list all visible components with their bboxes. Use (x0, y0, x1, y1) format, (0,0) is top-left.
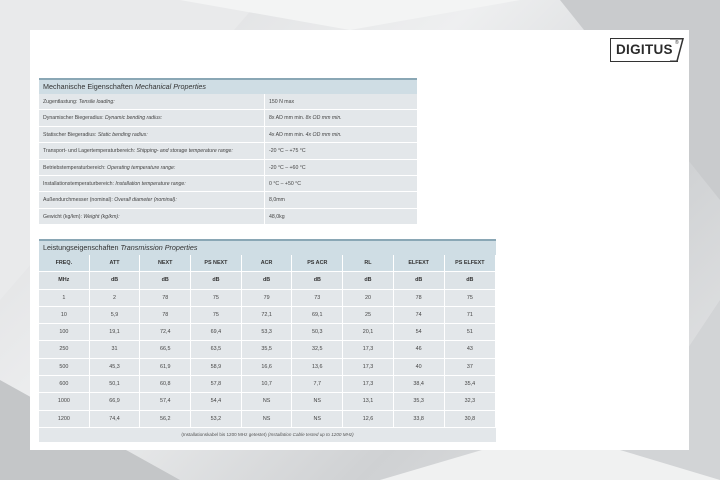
table-cell: 75 (445, 290, 496, 307)
unit-cell: dB (343, 272, 394, 289)
table-cell: 13,1 (343, 393, 394, 410)
table-cell: 250 (39, 341, 90, 358)
table-cell: 20,1 (343, 324, 394, 341)
table-cell: 72,4 (140, 324, 191, 341)
table-cell: 78 (140, 307, 191, 324)
table-cell: 13,6 (292, 359, 343, 376)
unit-cell: dB (242, 272, 293, 289)
table-cell: 54,4 (191, 393, 242, 410)
table-cell: 72,1 (242, 307, 293, 324)
table-cell: 38,4 (394, 376, 445, 393)
property-value: 8x AD mm min. 8x OD mm min. (265, 110, 417, 126)
table-row (39, 160, 417, 176)
table-row (39, 393, 496, 410)
property-value: 150 N max (265, 94, 417, 110)
table-footnote: (Installationskabel bis 1200 MHz getestet) (Installation Cable tested up to 1200 MHz) (39, 428, 496, 442)
table-row (39, 411, 496, 428)
table-row (39, 341, 496, 358)
column-header: PS ACR (292, 255, 343, 272)
property-label: Statischer Biegeradius: Static bending radius: (39, 127, 265, 143)
unit-cell: dB (140, 272, 191, 289)
unit-cell: dB (90, 272, 141, 289)
transmission-properties-title: Leistungseigenschaften Transmission Properties (39, 239, 496, 255)
mechanical-properties-title: Mechanische Eigenschaften Mechanical Properties (39, 78, 417, 94)
unit-cell: dB (394, 272, 445, 289)
property-label: Gewicht (kg/km): Weight (kg/km): (39, 209, 265, 225)
transmission-properties-table (39, 239, 496, 442)
table-cell: 500 (39, 359, 90, 376)
property-label: Außendurchmesser (nominal): Overall diameter (nominal): (39, 192, 265, 208)
table-cell: 17,3 (343, 376, 394, 393)
table-cell: 37 (445, 359, 496, 376)
table-cell: 30,8 (445, 411, 496, 428)
logo-text: DIGITUS (616, 42, 673, 57)
table-cell: 10,7 (242, 376, 293, 393)
table-cell: 1 (39, 290, 90, 307)
table-cell: 57,4 (140, 393, 191, 410)
table-cell: 61,9 (140, 359, 191, 376)
table-row (39, 324, 496, 341)
table-cell: 69,4 (191, 324, 242, 341)
table-cell: 32,5 (292, 341, 343, 358)
table-cell: 69,1 (292, 307, 343, 324)
column-header: PS ELFEXT (445, 255, 496, 272)
column-header: NEXT (140, 255, 191, 272)
table-cell: 56,2 (140, 411, 191, 428)
table-cell: 51 (445, 324, 496, 341)
property-value: 4x AD mm min. 4x OD mm min. (265, 127, 417, 143)
table-cell: 46 (394, 341, 445, 358)
table-cell: 33,8 (394, 411, 445, 428)
table-cell: 31 (90, 341, 141, 358)
unit-cell: MHz (39, 272, 90, 289)
registered-mark: ® (675, 40, 679, 46)
table-row (39, 209, 417, 225)
table-cell: 32,3 (445, 393, 496, 410)
property-value: 48,0kg (265, 209, 417, 225)
table-cell: 5,9 (90, 307, 141, 324)
property-label: Dynamischer Biegeradius: Dynamic bending radius: (39, 110, 265, 126)
table-cell: 58,9 (191, 359, 242, 376)
table-cell: 35,5 (242, 341, 293, 358)
table-cell: 17,3 (343, 359, 394, 376)
table-cell: 40 (394, 359, 445, 376)
table-units-row (39, 272, 496, 289)
property-value: 8,0mm (265, 192, 417, 208)
table-cell: 74,4 (90, 411, 141, 428)
table-cell: 2 (90, 290, 141, 307)
table-cell: 73 (292, 290, 343, 307)
property-value: 0 °C – +50 °C (265, 176, 417, 192)
table-header-row (39, 255, 496, 272)
table-cell: 54 (394, 324, 445, 341)
column-header: FREQ. (39, 255, 90, 272)
table-cell: 50,1 (90, 376, 141, 393)
table-row (39, 127, 417, 143)
table-cell: 20 (343, 290, 394, 307)
digitus-logo (610, 38, 684, 64)
table-cell: 35,4 (445, 376, 496, 393)
table-row (39, 359, 496, 376)
table-cell: 19,1 (90, 324, 141, 341)
table-cell: 16,6 (242, 359, 293, 376)
table-cell: NS (292, 411, 343, 428)
property-label: Zugentlastung: Tensile loading: (39, 94, 265, 110)
table-cell: 63,5 (191, 341, 242, 358)
datasheet-page (30, 30, 689, 450)
table-cell: 66,5 (140, 341, 191, 358)
table-cell: 53,3 (242, 324, 293, 341)
property-value: -20 °C – +60 °C (265, 160, 417, 176)
unit-cell: dB (445, 272, 496, 289)
table-cell: 17,3 (343, 341, 394, 358)
table-cell: 75 (191, 290, 242, 307)
table-cell: 66,9 (90, 393, 141, 410)
table-cell: 25 (343, 307, 394, 324)
table-cell: 600 (39, 376, 90, 393)
column-header: ACR (242, 255, 293, 272)
table-cell: 1200 (39, 411, 90, 428)
table-cell: 75 (191, 307, 242, 324)
table-cell: NS (292, 393, 343, 410)
table-cell: 78 (394, 290, 445, 307)
table-cell: 100 (39, 324, 90, 341)
table-cell: 45,3 (90, 359, 141, 376)
table-cell: 71 (445, 307, 496, 324)
property-label: Installationstemperaturbereich: Installation temperature range: (39, 176, 265, 192)
table-cell: 7,7 (292, 376, 343, 393)
table-row (39, 307, 496, 324)
table-row (39, 192, 417, 208)
table-cell: 60,8 (140, 376, 191, 393)
column-header: ATT (90, 255, 141, 272)
table-cell: 43 (445, 341, 496, 358)
property-label: Transport- und Lagertemperaturbereich: Shipping- and storage temperature range: (39, 143, 265, 159)
table-cell: 10 (39, 307, 90, 324)
property-value: -20 °C – +75 °C (265, 143, 417, 159)
table-cell: 79 (242, 290, 293, 307)
table-cell: 35,3 (394, 393, 445, 410)
table-cell: 78 (140, 290, 191, 307)
property-label: Betriebstemperaturbereich: Operating temperature range: (39, 160, 265, 176)
table-row (39, 290, 496, 307)
table-cell: NS (242, 411, 293, 428)
table-cell: NS (242, 393, 293, 410)
table-row (39, 376, 496, 393)
table-cell: 12,6 (343, 411, 394, 428)
mechanical-properties-table (39, 78, 417, 225)
column-header: RL (343, 255, 394, 272)
unit-cell: dB (191, 272, 242, 289)
table-cell: 57,8 (191, 376, 242, 393)
table-row (39, 176, 417, 192)
table-cell: 1000 (39, 393, 90, 410)
table-row (39, 143, 417, 159)
table-cell: 53,2 (191, 411, 242, 428)
table-row (39, 94, 417, 110)
column-header: PS NEXT (191, 255, 242, 272)
column-header: ELFEXT (394, 255, 445, 272)
unit-cell: dB (292, 272, 343, 289)
table-cell: 74 (394, 307, 445, 324)
table-cell: 50,3 (292, 324, 343, 341)
table-row (39, 110, 417, 126)
